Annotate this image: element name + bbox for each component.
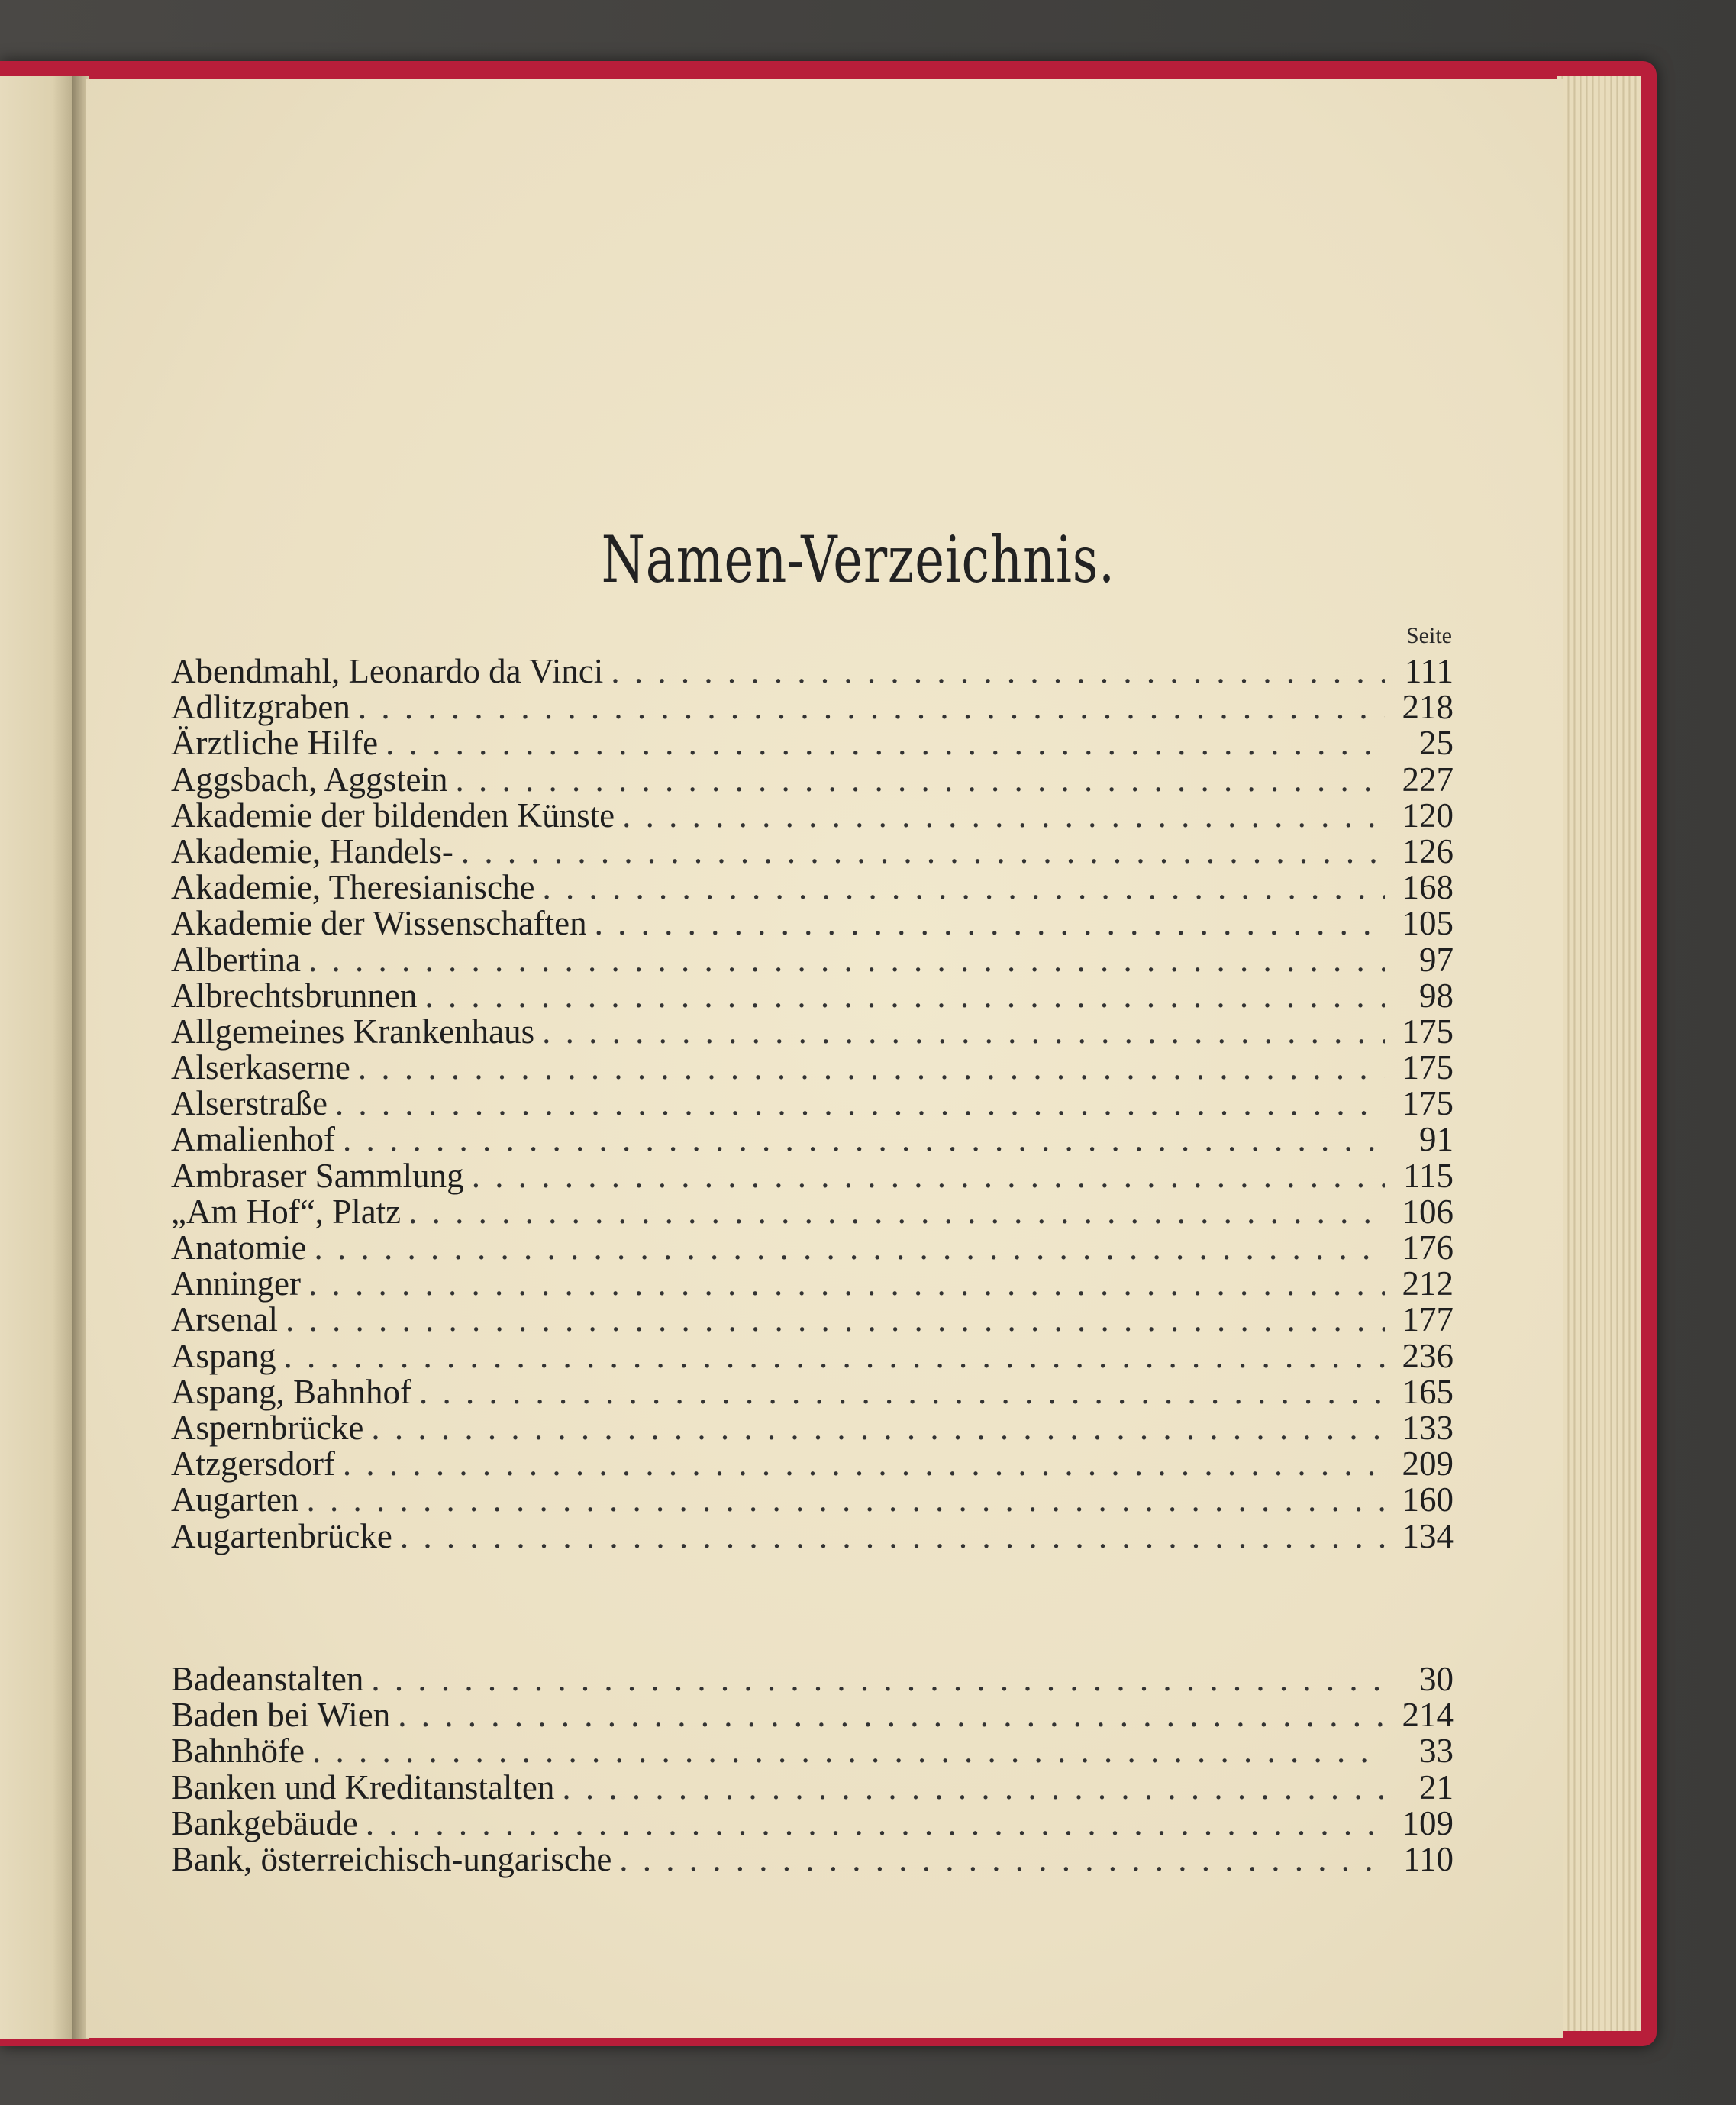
index-entry <box>171 689 1454 725</box>
entry-page-number: 175 <box>1402 1084 1454 1123</box>
entry-page-number: 98 <box>1419 976 1454 1015</box>
index-entry <box>171 942 1454 978</box>
index-entry <box>171 1374 1454 1410</box>
entry-page-number: 33 <box>1419 1732 1454 1771</box>
dot-leader <box>408 1194 1385 1230</box>
entry-name: Arsenal <box>171 1300 278 1339</box>
entry-page-number: 105 <box>1402 904 1454 943</box>
index-section-b <box>171 1661 1454 1877</box>
entry-name: Akademie der bildenden Künste <box>171 796 615 835</box>
dot-leader <box>400 1519 1385 1555</box>
dot-leader <box>398 1697 1385 1733</box>
dot-leader <box>306 1482 1385 1518</box>
dot-leader <box>308 1266 1385 1302</box>
index-entry <box>171 1839 1454 1878</box>
entry-name: Badeanstalten <box>171 1660 364 1698</box>
dot-leader <box>562 1770 1385 1806</box>
entry-page-number: 176 <box>1402 1228 1454 1267</box>
dot-leader <box>595 906 1385 941</box>
index-entry <box>171 1050 1454 1086</box>
entry-name: Baden bei Wien <box>171 1696 391 1735</box>
entry-page-number: 126 <box>1402 831 1454 870</box>
dot-leader <box>343 1122 1385 1157</box>
column-header-page: Seite <box>1406 623 1452 648</box>
entry-name: Akademie der Wissenschaften <box>171 904 587 943</box>
index-entry <box>171 798 1454 834</box>
index-entry <box>171 870 1454 906</box>
index-entry <box>171 1338 1454 1374</box>
index-entry <box>171 654 1454 689</box>
index-entry <box>171 978 1454 1014</box>
entry-page-number: 115 <box>1403 1156 1454 1195</box>
dot-leader <box>472 1158 1385 1194</box>
dot-leader <box>343 1446 1385 1482</box>
index-entry <box>171 1266 1454 1302</box>
entry-name: Albertina <box>171 940 301 979</box>
entry-page-number: 25 <box>1419 724 1454 763</box>
dot-leader <box>358 689 1385 725</box>
dot-leader <box>308 942 1385 978</box>
page-edges <box>1557 76 1641 2031</box>
dot-leader <box>542 870 1385 906</box>
dot-leader <box>314 1230 1385 1266</box>
dot-leader <box>622 798 1385 834</box>
index-entry <box>171 1697 1454 1733</box>
index-entry <box>171 1302 1454 1338</box>
index-entry <box>171 906 1454 941</box>
page-title: Namen-Verzeichnis. <box>601 522 1115 597</box>
entry-name: Bankgebäude <box>171 1803 358 1842</box>
index-entry <box>171 1733 1454 1769</box>
entry-name: Banken und Kreditanstalten <box>171 1768 555 1806</box>
entry-name: Allgemeines Krankenhaus <box>171 1012 535 1051</box>
index-entry <box>171 1516 1454 1555</box>
entry-page-number: 21 <box>1419 1768 1454 1806</box>
facing-page <box>0 76 75 2039</box>
index-entry <box>171 1230 1454 1266</box>
dot-leader <box>461 834 1385 870</box>
entry-name: Anatomie <box>171 1228 307 1267</box>
index-entry <box>171 1122 1454 1157</box>
index-entry <box>171 725 1454 761</box>
index-page <box>86 79 1563 2038</box>
entry-name: „Am Hof“, Platz <box>171 1192 402 1231</box>
index-entry <box>171 1770 1454 1806</box>
dot-leader <box>335 1086 1385 1122</box>
entry-page-number: 120 <box>1402 796 1454 835</box>
entry-page-number: 236 <box>1402 1336 1454 1375</box>
entry-page-number: 111 <box>1404 652 1454 690</box>
entry-name: Abendmahl, Leonardo da Vinci <box>171 652 604 690</box>
entry-page-number: 212 <box>1402 1264 1454 1303</box>
dot-leader <box>542 1014 1385 1050</box>
index-entry <box>171 1482 1454 1518</box>
entry-name: Alserstraße <box>171 1084 328 1123</box>
entry-page-number: 165 <box>1402 1372 1454 1411</box>
entry-name: Aggsbach, Aggstein <box>171 760 448 799</box>
dot-leader <box>619 1842 1385 1877</box>
index-entry <box>171 1014 1454 1050</box>
entry-page-number: 110 <box>1403 1839 1454 1878</box>
entry-name: Alserkaserne <box>171 1048 350 1087</box>
entry-page-number: 134 <box>1402 1516 1454 1555</box>
dot-leader <box>358 1050 1385 1086</box>
index-entry <box>171 762 1454 798</box>
index-entry <box>171 1158 1454 1194</box>
entry-page-number: 133 <box>1402 1408 1454 1447</box>
dot-leader <box>312 1733 1385 1769</box>
entry-name: Ärztliche Hilfe <box>171 724 379 763</box>
index-section-a <box>171 654 1454 1555</box>
entry-name: Aspernbrücke <box>171 1408 364 1447</box>
entry-page-number: 160 <box>1402 1480 1454 1519</box>
index-entry <box>171 1661 1454 1697</box>
index-entry <box>171 1410 1454 1446</box>
entry-name: Augartenbrücke <box>171 1516 392 1555</box>
entry-name: Anninger <box>171 1264 301 1303</box>
entry-name: Adlitzgraben <box>171 688 350 727</box>
entry-page-number: 209 <box>1402 1445 1454 1484</box>
entry-page-number: 218 <box>1402 688 1454 727</box>
entry-page-number: 109 <box>1402 1803 1454 1842</box>
entry-name: Albrechtsbrunnen <box>171 976 418 1015</box>
entry-name: Aspang <box>171 1336 276 1375</box>
entry-name: Bank, österreichisch-ungarische <box>171 1839 612 1878</box>
index-entry <box>171 1086 1454 1122</box>
index-entry <box>171 1194 1454 1230</box>
dot-leader <box>371 1661 1385 1697</box>
entry-page-number: 106 <box>1402 1192 1454 1231</box>
entry-page-number: 97 <box>1419 940 1454 979</box>
entry-name: Ambraser Sammlung <box>171 1156 464 1195</box>
entry-name: Bahnhöfe <box>171 1732 305 1771</box>
dot-leader <box>611 654 1385 689</box>
entry-page-number: 168 <box>1402 868 1454 907</box>
entry-page-number: 177 <box>1402 1300 1454 1339</box>
dot-leader <box>371 1410 1385 1446</box>
entry-page-number: 214 <box>1402 1696 1454 1735</box>
index-entry <box>171 831 1454 870</box>
entry-page-number: 91 <box>1419 1120 1454 1159</box>
entry-name: Akademie, Theresianische <box>171 868 535 907</box>
entry-page-number: 175 <box>1402 1012 1454 1051</box>
dot-leader <box>366 1806 1385 1842</box>
dot-leader <box>455 762 1385 798</box>
dot-leader <box>283 1338 1385 1374</box>
entry-page-number: 227 <box>1402 760 1454 799</box>
entry-page-number: 30 <box>1419 1660 1454 1698</box>
index-entry <box>171 1446 1454 1482</box>
dot-leader <box>386 725 1385 761</box>
index-entry <box>171 1803 1454 1842</box>
entry-name: Atzgersdorf <box>171 1445 335 1484</box>
entry-name: Akademie, Handels- <box>171 831 453 870</box>
dot-leader <box>424 978 1385 1014</box>
dot-leader <box>419 1374 1385 1410</box>
entry-page-number: 175 <box>1402 1048 1454 1087</box>
entry-name: Amalienhof <box>171 1120 335 1159</box>
entry-name: Augarten <box>171 1480 299 1519</box>
entry-name: Aspang, Bahnhof <box>171 1372 411 1411</box>
dot-leader <box>286 1302 1385 1338</box>
